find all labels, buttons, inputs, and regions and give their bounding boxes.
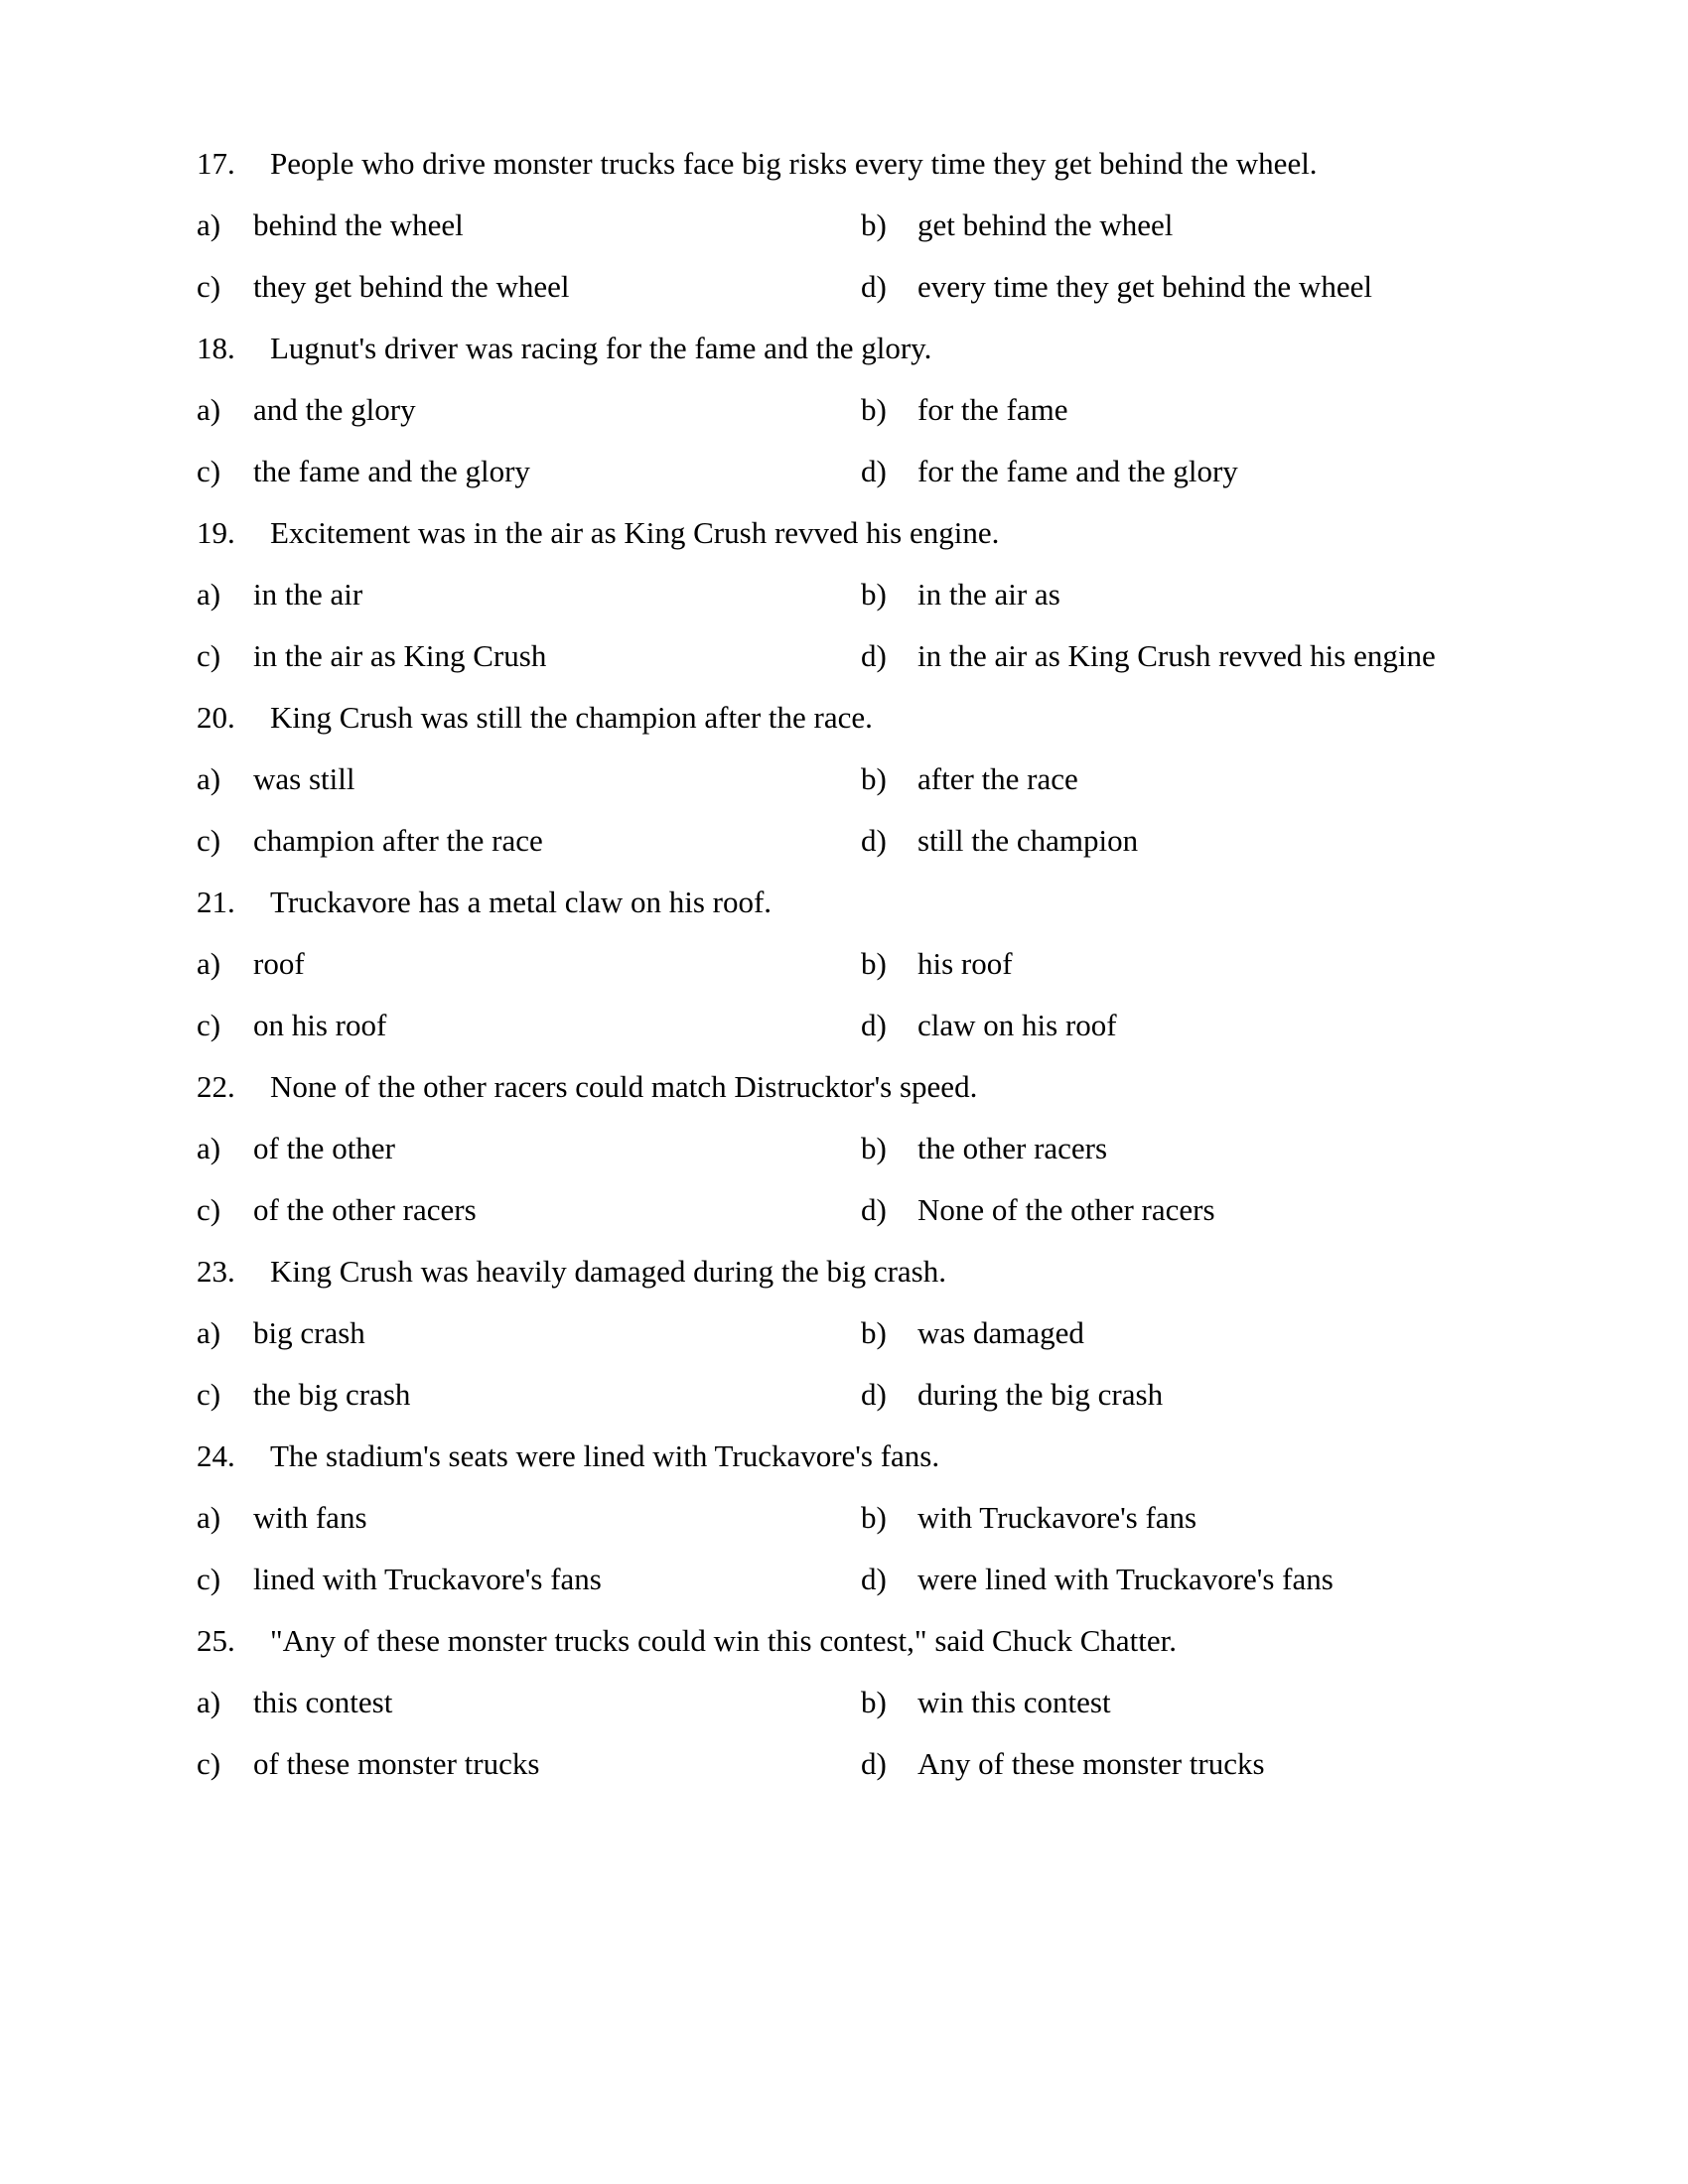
option-text: they get behind the wheel: [253, 269, 570, 304]
option-text: every time they get behind the wheel: [917, 269, 1372, 304]
answer-option: [861, 267, 1537, 307]
question-number: 18.: [197, 331, 235, 365]
question-text: King Crush was still the champion after the race.: [270, 700, 873, 735]
question-number: 21.: [197, 885, 235, 919]
question-number: 22.: [197, 1069, 235, 1104]
question-text: People who drive monster trucks face big risks every time they get behind the wheel.: [270, 146, 1318, 181]
option-row: [197, 1129, 1537, 1168]
option-letter: d): [861, 1377, 887, 1412]
option-row: [197, 575, 1537, 614]
answer-option: [197, 1006, 861, 1045]
option-letter: b): [861, 1500, 887, 1535]
option-text: of the other: [253, 1131, 395, 1165]
option-letter: a): [197, 392, 221, 427]
option-letter: b): [861, 761, 887, 796]
question-20: [197, 698, 1537, 861]
option-text: the fame and the glory: [253, 454, 530, 488]
question-text: Excitement was in the air as King Crush revved his engine.: [270, 515, 1000, 550]
question-number: 25.: [197, 1623, 235, 1658]
option-row: [197, 821, 1537, 861]
option-text: for the fame: [917, 392, 1068, 427]
question-stem: [197, 1621, 1537, 1661]
option-text: champion after the race: [253, 823, 543, 858]
option-letter: a): [197, 207, 221, 242]
option-text: in the air: [253, 577, 363, 612]
answer-option: [197, 1129, 861, 1168]
answer-option: [861, 452, 1537, 491]
option-text: was damaged: [917, 1315, 1084, 1350]
option-text: still the champion: [917, 823, 1139, 858]
option-row: [197, 1560, 1537, 1599]
option-text: after the race: [917, 761, 1078, 796]
question-number: 23.: [197, 1254, 235, 1289]
question-stem: [197, 1436, 1537, 1476]
answer-option: [861, 1560, 1537, 1599]
answer-option: [861, 1313, 1537, 1353]
option-text: were lined with Truckavore's fans: [917, 1562, 1334, 1596]
option-text: lined with Truckavore's fans: [253, 1562, 602, 1596]
option-text: on his roof: [253, 1008, 387, 1042]
question-text: The stadium's seats were lined with Truckavore's fans.: [270, 1438, 940, 1473]
question-stem: [197, 513, 1537, 553]
answer-option: [197, 1744, 861, 1784]
option-letter: d): [861, 269, 887, 304]
option-row: [197, 944, 1537, 984]
option-letter: d): [861, 823, 887, 858]
question-text: Truckavore has a metal claw on his roof.: [270, 885, 773, 919]
option-letter: d): [861, 638, 887, 673]
question-number: 20.: [197, 700, 235, 735]
question-number: 17.: [197, 146, 235, 181]
option-letter: a): [197, 946, 221, 981]
question-23: [197, 1252, 1537, 1415]
answer-option: [861, 1129, 1537, 1168]
option-row: [197, 636, 1537, 676]
option-letter: d): [861, 1192, 887, 1227]
option-text: in the air as King Crush revved his engine: [917, 638, 1436, 673]
option-letter: c): [197, 454, 221, 488]
option-letter: b): [861, 1315, 887, 1350]
option-letter: a): [197, 1315, 221, 1350]
option-letter: c): [197, 823, 221, 858]
question-stem: [197, 1067, 1537, 1107]
answer-option: [861, 1190, 1537, 1230]
option-text: for the fame and the glory: [917, 454, 1238, 488]
answer-option: [197, 636, 861, 676]
answer-option: [197, 759, 861, 799]
option-text: win this contest: [917, 1685, 1111, 1719]
option-letter: c): [197, 1377, 221, 1412]
answer-option: [861, 944, 1537, 984]
option-letter: a): [197, 1685, 221, 1719]
option-row: [197, 1498, 1537, 1538]
answer-option: [861, 1006, 1537, 1045]
option-row: [197, 759, 1537, 799]
option-text: behind the wheel: [253, 207, 464, 242]
option-text: of these monster trucks: [253, 1746, 540, 1781]
option-row: [197, 1313, 1537, 1353]
option-letter: b): [861, 577, 887, 612]
answer-option: [861, 390, 1537, 430]
option-text: roof: [253, 946, 305, 981]
answer-option: [197, 821, 861, 861]
option-row: [197, 1683, 1537, 1722]
answer-option: [861, 821, 1537, 861]
option-row: [197, 390, 1537, 430]
question-text: Lugnut's driver was racing for the fame and the glory.: [270, 331, 932, 365]
option-text: his roof: [917, 946, 1013, 981]
option-text: was still: [253, 761, 355, 796]
question-stem: [197, 329, 1537, 368]
answer-option: [197, 1190, 861, 1230]
question-18: [197, 329, 1537, 491]
answer-option: [861, 1744, 1537, 1784]
option-row: [197, 1006, 1537, 1045]
answer-option: [197, 1313, 861, 1353]
answer-option: [861, 205, 1537, 245]
answer-option: [197, 1683, 861, 1722]
option-text: during the big crash: [917, 1377, 1164, 1412]
option-letter: a): [197, 761, 221, 796]
option-letter: d): [861, 1008, 887, 1042]
question-25: [197, 1621, 1537, 1784]
option-letter: a): [197, 577, 221, 612]
answer-option: [861, 575, 1537, 614]
question-stem: [197, 698, 1537, 738]
option-letter: a): [197, 1131, 221, 1165]
option-letter: d): [861, 454, 887, 488]
question-21: [197, 883, 1537, 1045]
option-text: Any of these monster trucks: [917, 1746, 1265, 1781]
answer-option: [197, 1560, 861, 1599]
answer-option: [197, 1375, 861, 1415]
worksheet-page: [197, 144, 1537, 1806]
question-17: [197, 144, 1537, 307]
option-letter: d): [861, 1562, 887, 1596]
option-letter: b): [861, 1131, 887, 1165]
option-text: claw on his roof: [917, 1008, 1117, 1042]
option-text: of the other racers: [253, 1192, 477, 1227]
option-text: get behind the wheel: [917, 207, 1174, 242]
answer-option: [197, 267, 861, 307]
option-text: this contest: [253, 1685, 393, 1719]
answer-option: [197, 944, 861, 984]
answer-option: [197, 390, 861, 430]
option-letter: c): [197, 269, 221, 304]
option-letter: d): [861, 1746, 887, 1781]
option-text: in the air as King Crush: [253, 638, 547, 673]
question-19: [197, 513, 1537, 676]
answer-option: [861, 1683, 1537, 1722]
option-letter: c): [197, 1192, 221, 1227]
option-text: the big crash: [253, 1377, 411, 1412]
answer-option: [861, 636, 1537, 676]
option-text: with fans: [253, 1500, 367, 1535]
option-letter: b): [861, 1685, 887, 1719]
answer-option: [861, 759, 1537, 799]
option-letter: c): [197, 1746, 221, 1781]
question-text: "Any of these monster trucks could win this contest," said Chuck Chatter.: [270, 1623, 1177, 1658]
option-text: and the glory: [253, 392, 416, 427]
option-letter: c): [197, 1008, 221, 1042]
option-row: [197, 1190, 1537, 1230]
option-row: [197, 267, 1537, 307]
question-22: [197, 1067, 1537, 1230]
option-letter: c): [197, 1562, 221, 1596]
answer-option: [197, 575, 861, 614]
option-letter: c): [197, 638, 221, 673]
answer-option: [861, 1498, 1537, 1538]
question-number: 19.: [197, 515, 235, 550]
answer-option: [197, 205, 861, 245]
option-text: in the air as: [917, 577, 1060, 612]
option-letter: b): [861, 392, 887, 427]
option-row: [197, 452, 1537, 491]
answer-option: [197, 1498, 861, 1538]
question-stem: [197, 883, 1537, 922]
option-text: with Truckavore's fans: [917, 1500, 1197, 1535]
option-text: None of the other racers: [917, 1192, 1215, 1227]
option-row: [197, 1744, 1537, 1784]
option-row: [197, 205, 1537, 245]
option-text: the other racers: [917, 1131, 1108, 1165]
question-stem: [197, 144, 1537, 184]
option-text: big crash: [253, 1315, 365, 1350]
answer-option: [197, 452, 861, 491]
question-stem: [197, 1252, 1537, 1292]
question-text: King Crush was heavily damaged during the big crash.: [270, 1254, 946, 1289]
question-24: [197, 1436, 1537, 1599]
option-letter: a): [197, 1500, 221, 1535]
option-row: [197, 1375, 1537, 1415]
option-letter: b): [861, 207, 887, 242]
question-number: 24.: [197, 1438, 235, 1473]
answer-option: [861, 1375, 1537, 1415]
option-letter: b): [861, 946, 887, 981]
question-text: None of the other racers could match Distrucktor's speed.: [270, 1069, 978, 1104]
